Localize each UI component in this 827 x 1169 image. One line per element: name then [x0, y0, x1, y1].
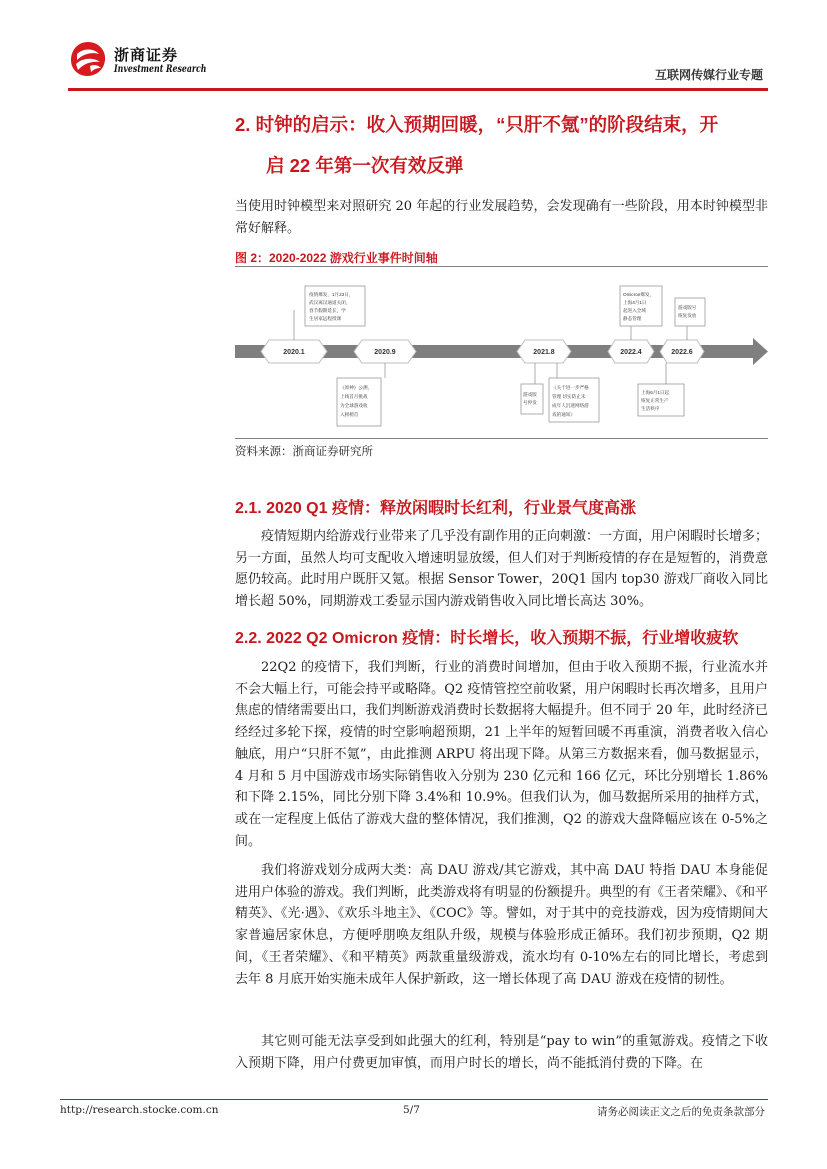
figure-top-rule	[235, 266, 768, 267]
callout-line: 上线首月挑战	[340, 394, 368, 399]
callout-line: 号停发	[523, 400, 537, 405]
milestone-2022-4	[608, 340, 654, 363]
timeline-figure	[235, 272, 768, 434]
paragraph-dau: 我们将游戏划分成两大类：高 DAU 游戏/其它游戏，其中高 DAU 特指 DAU 本身能促进用户体验的游戏。我们判断，此类游戏将有明显的份额提升。典型的有《王者荣耀》、《和平精英》、《光·遇》、《欢乐斗地主》、《COC》等。譬如，对于其中的竞技游戏，因为疫情期间大家普遍居家休息，方便呼朋唤友组队升级，规模与体验形成正循环。我们初步预期，Q2 期间，《王者荣耀》、《和平精英》两款重量级游戏，流水均有 0-10%左右的同比增长，考虑到去年 8 月底开始实施未成年人保护新政，这一增长体现了高 DAU 游戏在疫情的韧性。	[235, 863, 769, 987]
callout-line: 疫情爆发，1月23日，	[309, 292, 354, 297]
callout-line: 起进入全域	[623, 308, 646, 313]
figure-source: 资料来源：浙商证券研究所	[235, 444, 373, 458]
milestone-label: 2020.9	[374, 349, 396, 356]
footer-url[interactable]: http://research.stocke.com.cn	[60, 1104, 219, 1116]
callout-line: 恢复正常生产	[641, 398, 669, 403]
callout-line: 上海4月1日	[623, 300, 647, 305]
brand-english: Investment Research	[114, 64, 207, 75]
subsection-heading-q2: 2.2. 2022 Q2 Omicron 疫情：时长增长，收入预期不振，行业增收疲软	[235, 630, 739, 647]
callout-line: 生活秩序	[641, 406, 660, 411]
intro-paragraph: 当使用时钟模型来对照研究 20 年起的行业发展趋势，会发现确有一些阶段，用本时钟模型非常好解释。	[235, 199, 768, 236]
figure-bottom-rule	[235, 438, 768, 439]
section-heading-line2: 启 22 年第一次有效反弹	[266, 155, 464, 176]
callout-line: 上海6月1日起	[641, 390, 670, 395]
milestone-2022-6	[660, 340, 704, 363]
callout-line: 《原神》公测，	[340, 385, 373, 390]
callout-line: 《关于进一步严格	[552, 385, 589, 390]
callout-line: 成年人沉迷网络游	[552, 403, 589, 408]
callout-line: 生居家远程授课	[309, 316, 342, 321]
paragraph-q2: 22Q2 的疫情下，我们判断，行业的消费时间增加，但由于收入预期不振，行业流水并不会大幅上行，可能会持平或略降。Q2 疫情管控空前收紧，用户闲暇时长再次增多，且用户焦虑的情绪需要出口，我们判断游戏消费时长数据将大幅提升。但不同于 20 年，此时经济已经经过多轮下探，疫情的时空影响超预期，21 上半年的短暂回暖不再重演，消费者收入信心触底，用户“只肝不氪”，由此推测 ARPU 将出现下降。从第三方数据来看，伽马数据显示，4 月和 5 月中国游戏市场实际销售收入分别为 230 亿元和 166 亿元，环比分别增长 1.86%和下降 2.15%，同比分别下降 3.4%和 10.9%。但我们认为，伽马数据所采用的抽样方式，或在一定程度上低估了游戏大盘的整体情况，我们推测，Q2 的游戏大盘降幅应该在 0-5%之间。	[235, 660, 768, 849]
page-number: 5/7	[403, 1104, 420, 1116]
figure-title: 图 2：2020-2022 游戏行业事件时间轴	[235, 251, 438, 265]
callout-line: 为全球游戏收	[340, 403, 368, 408]
callout-2021-8-b	[549, 378, 599, 422]
callout-2020-9	[337, 378, 381, 426]
callout-2021-8-a	[521, 384, 543, 414]
milestone-label: 2021.8	[533, 349, 555, 356]
milestone-label: 2022.4	[620, 349, 642, 356]
paragraph-q1: 疫情短期内给游戏行业带来了几乎没有副作用的正向刺激：一方面，用户闲暇时长增多；另一方面，虽然人均可支配收入增速明显放缓，但人们对于判断疫情的存在是短暂的，消费意愿仍较高。此时用户既肝又氪。根据 Sensor Tower，20Q1 国内 top30 游戏厂商收入同比增长超 50%，同期游戏工委显示国内游戏销售收入同比增长高达 30%。	[235, 529, 769, 610]
callout-line: 入榜榜首	[340, 412, 359, 417]
callout-line: Omicron爆发，	[623, 292, 655, 297]
callout-line: 恢复发放	[678, 313, 697, 318]
callout-line: 游戏版号	[678, 305, 697, 310]
milestone-2020-1	[261, 340, 327, 363]
callout-line: 春节假期延长，学	[309, 308, 346, 313]
callout-line: 武汉离汉通道关闭，	[309, 300, 351, 305]
callout-line: 游戏版	[523, 392, 537, 397]
subsection-heading-q1: 2.1. 2020 Q1 疫情：释放闲暇时长红利，行业景气度高涨	[235, 500, 636, 517]
callout-line: 静态管理	[623, 316, 642, 321]
callout-2022-6-bottom	[638, 384, 684, 416]
section-label: 互联网传媒行业专题	[654, 68, 763, 82]
footer-disclaimer: 请务必阅读正文之后的免责条款部分	[597, 1106, 765, 1118]
header-divider	[68, 88, 768, 91]
brand-name: 浙商证券	[114, 47, 179, 64]
callout-2020-1	[305, 286, 365, 326]
milestone-label: 2020.1	[283, 349, 305, 356]
callout-line: 戏的通知》	[552, 412, 575, 417]
milestone-2021-8	[517, 340, 571, 363]
callout-2022-4	[620, 286, 662, 326]
section-heading-line1: 2. 时钟的启示：收入预期回暖，“只肝不氪”的阶段结束，开	[235, 114, 719, 135]
milestone-label: 2022.6	[671, 349, 693, 356]
footer-divider	[60, 1099, 768, 1100]
milestone-2020-9	[354, 340, 416, 363]
company-logo	[68, 40, 108, 78]
callout-2022-6-top	[675, 298, 705, 326]
paragraph-other-games: 其它则可能无法享受到如此强大的红利，特别是“pay to win”的重氪游戏。疫情之下收入预期下降，用户付费更加审慎，而用户时长的增长，尚不能抵消付费的下降。在	[235, 1034, 768, 1071]
timeline-arrowhead	[753, 338, 768, 365]
callout-line: 管理 切实防止未	[552, 394, 586, 399]
